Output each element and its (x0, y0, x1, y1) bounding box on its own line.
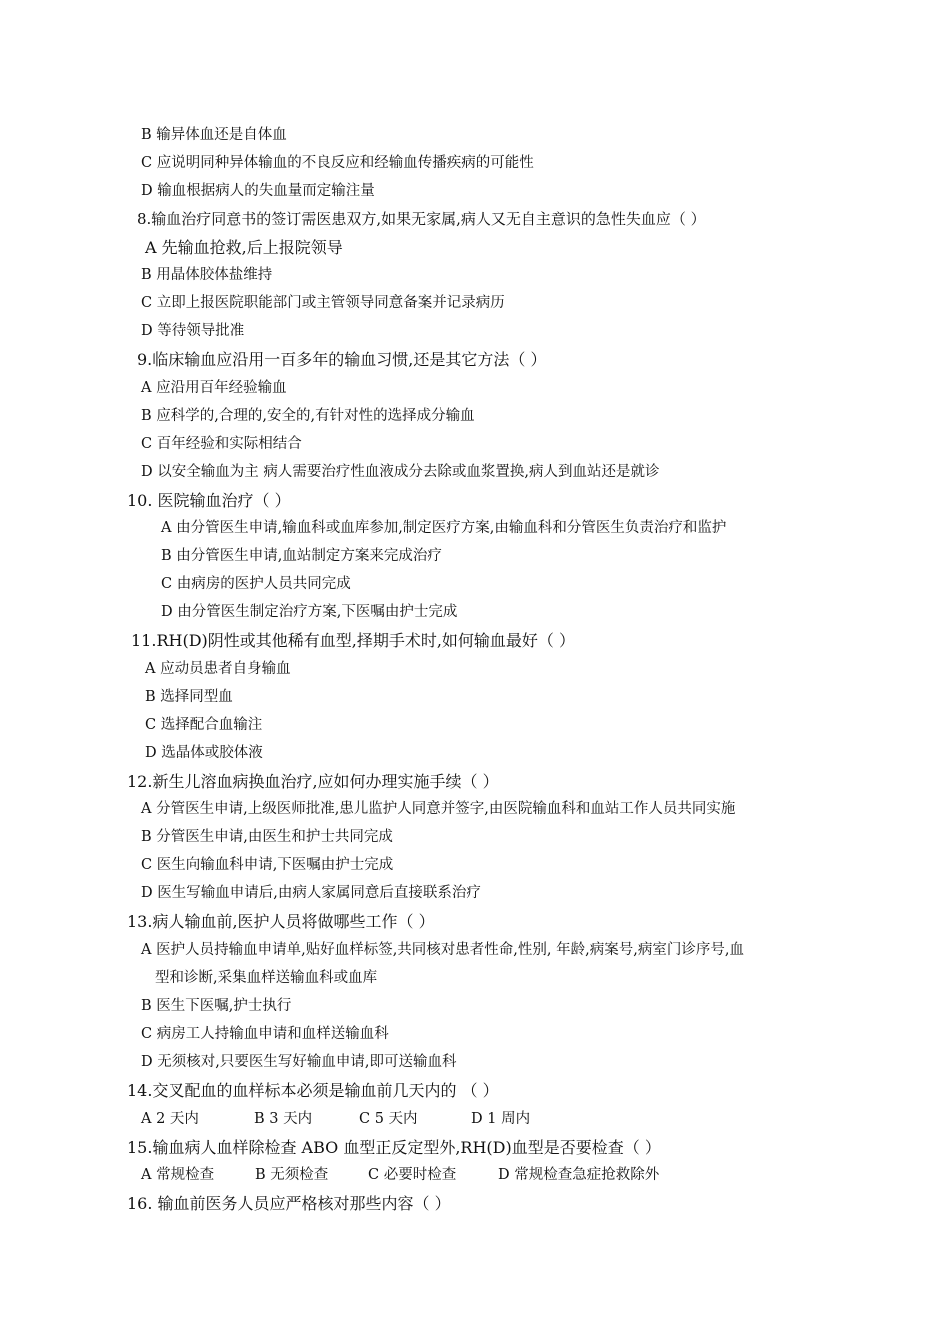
option-line: C 病房工人持输血申请和血样送输血科 (141, 1026, 389, 1042)
option-line: A 应动员患者自身输血 (145, 661, 291, 677)
option-line: C 应说明同种异体输血的不良反应和经输血传播疾病的可能性 (141, 155, 534, 171)
option-line: C 由病房的医护人员共同完成 (161, 576, 351, 592)
option-line: B 分管医生申请,由医生和护士共同完成 (141, 829, 393, 845)
option-line: D 由分管医生制定治疗方案,下医嘱由护士完成 (161, 604, 458, 620)
question-11: 11.RH(D)阴性或其他稀有血型,择期手术时,如何输血最好（ ） (131, 631, 576, 650)
option-item: D 1 周内 (471, 1111, 531, 1127)
option-line: D 医生写输血申请后,由病人家属同意后直接联系治疗 (141, 885, 481, 901)
option-line: A 医护人员持输血申请单,贴好血样标签,共同核对患者性命,性别, 年龄,病案号,病室门诊序号,血 (141, 942, 744, 958)
question-15: 15.输血病人血样除检查 ABO 血型正反定型外,RH(D)血型是否要检查（ ） (127, 1138, 661, 1157)
question-14: 14.交叉配血的血样标本必须是输血前几天内的 （ ） (127, 1081, 499, 1100)
q14-options-row (141, 1112, 741, 1128)
option-line: C 选择配合血输注 (145, 717, 263, 733)
option-line: B 应科学的,合理的,安全的,有针对性的选择成分输血 (141, 408, 475, 424)
option-item: A 2 天内 (141, 1111, 199, 1127)
option-line: A 分管医生申请,上级医师批准,患儿监护人同意并签字,由医院输血科和血站工作人员共同实施 (141, 801, 736, 817)
question-10: 10. 医院输血治疗（ ） (127, 491, 291, 510)
option-line: C 立即上报医院职能部门或主管领导同意备案并记录病历 (141, 295, 505, 311)
question-12: 12.新生儿溶血病换血治疗,应如何办理实施手续（ ） (127, 772, 499, 791)
option-item: C 5 天内 (359, 1111, 418, 1127)
option-line: C 医生向输血科申请,下医嘱由护士完成 (141, 857, 394, 873)
option-line: 型和诊断,采集血样送输血科或血库 (155, 970, 378, 986)
option-line: A 先输血抢救,后上报院领导 (145, 238, 343, 257)
option-line: D 无须核对,只要医生写好输血申请,即可送输血科 (141, 1054, 457, 1070)
question-9: 9.临床输血应沿用一百多年的输血习惯,还是其它方法（ ） (137, 350, 547, 369)
option-line: B 选择同型血 (145, 689, 233, 705)
option-line: A 应沿用百年经验输血 (141, 380, 287, 396)
option-line: B 用晶体胶体盐维持 (141, 267, 273, 283)
option-line: D 等待领导批准 (141, 323, 245, 339)
option-item: B 3 天内 (254, 1111, 313, 1127)
option-line: D 输血根据病人的失血量而定输注量 (141, 183, 375, 199)
option-item: C 必要时检查 (368, 1167, 457, 1183)
option-line: C 百年经验和实际相结合 (141, 436, 302, 452)
option-line: D 以安全输血为主 病人需要治疗性血液成分去除或血浆置换,病人到血站还是就诊 (141, 464, 660, 480)
option-line: B 输异体血还是自体血 (141, 127, 287, 143)
question-16: 16. 输血前医务人员应严格核对那些内容（ ） (127, 1194, 451, 1213)
option-item: B 无须检查 (255, 1167, 329, 1183)
option-item: A 常规检查 (141, 1167, 215, 1183)
option-line: A 由分管医生申请,输血科或血库参加,制定医疗方案,由输血科和分管医生负责治疗和监护 (161, 520, 727, 536)
q15-options-row (141, 1168, 741, 1184)
option-item: D 常规检查急症抢救除外 (498, 1167, 660, 1183)
option-line: D 选晶体或胶体液 (145, 745, 263, 761)
option-line: B 医生下医嘱,护士执行 (141, 998, 292, 1014)
question-13: 13.病人输血前,医护人员将做哪些工作（ ） (127, 912, 435, 931)
option-line: B 由分管医生申请,血站制定方案来完成治疗 (161, 548, 442, 564)
question-8: 8.输血治疗同意书的签订需医患双方,如果无家属,病人又无自主意识的急性失血应（ ） (137, 210, 706, 228)
